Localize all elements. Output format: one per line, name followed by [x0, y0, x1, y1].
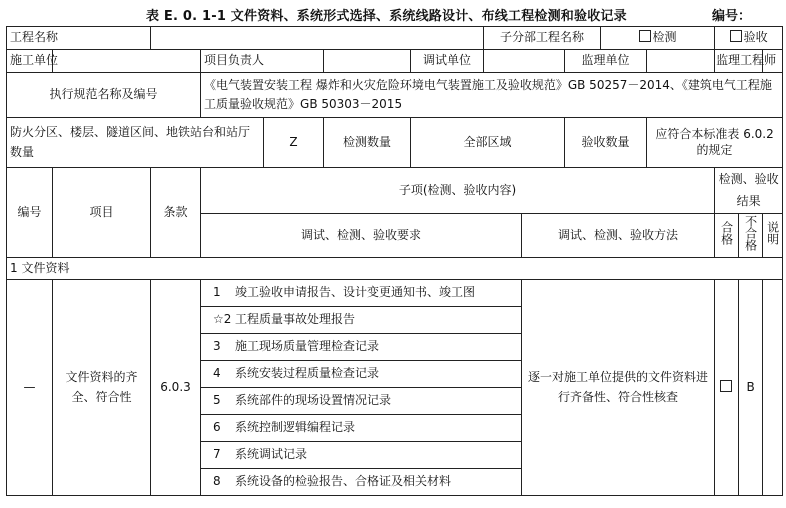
- sub-item-6: [201, 415, 522, 442]
- col-requirements: 调试、检测、验收要求: [201, 214, 522, 258]
- table-title: 表 E. 0. 1-1 文件资料、系统形式选择、系统线路设计、布线工程检测和验收记录: [146, 9, 627, 24]
- document-header: [0, 0, 786, 26]
- project-leader-label: 项目负责人: [201, 50, 324, 73]
- accept-option-label: 验收: [743, 30, 768, 45]
- inspection-record-table: [6, 26, 783, 496]
- sub-item-num: 5: [213, 393, 221, 408]
- sub-item-1: [201, 280, 522, 307]
- row-item: 文件资料的齐全、符合性: [53, 280, 151, 496]
- project-name-label: 工程名称: [7, 27, 151, 50]
- sub-item-num: 8: [213, 474, 221, 489]
- row-no: —: [7, 280, 53, 496]
- subproject-label: 子分部工程名称: [484, 27, 601, 50]
- sub-item-text: 系统设备的检验报告、合格证及相关材料: [235, 474, 452, 489]
- sub-item-text: 工程质量事故处理报告: [235, 312, 356, 327]
- col-no: 编号: [7, 168, 53, 258]
- row-clause: 6.0.3: [151, 280, 201, 496]
- check-checkbox[interactable]: [639, 30, 651, 42]
- debug-unit-label: 调试单位: [411, 50, 484, 73]
- col-pass: 合格: [719, 221, 734, 246]
- sub-item-3: [201, 334, 522, 361]
- sub-item-text: 系统部件的现场设置情况记录: [235, 393, 392, 408]
- supervision-engineer-label: 监理工程师: [715, 50, 763, 73]
- check-option-label: 检测: [652, 30, 677, 45]
- standard-label: 执行规范名称及编号: [7, 73, 201, 118]
- col-methods: 调试、检测、验收方法: [522, 214, 715, 258]
- sub-item-num: 4: [213, 366, 221, 381]
- note-cell[interactable]: [763, 280, 783, 496]
- sub-item-8: [201, 469, 522, 496]
- pass-cell[interactable]: [715, 280, 739, 496]
- accept-checkbox[interactable]: [730, 30, 742, 42]
- fail-value: B: [739, 280, 763, 496]
- row-method: 逐一对施工单位提供的文件资料进行齐备性、符合性核查: [522, 280, 715, 496]
- col-note: 说明: [765, 221, 780, 246]
- project-name-value[interactable]: [151, 27, 484, 50]
- sub-item-text: 系统安装过程质量检查记录: [235, 366, 380, 381]
- check-qty-label: 检测数量: [324, 118, 411, 168]
- supervision-unit-value[interactable]: [647, 50, 715, 73]
- col-item: 项目: [53, 168, 151, 258]
- construction-unit-value[interactable]: [53, 50, 201, 73]
- debug-unit-value[interactable]: [484, 50, 565, 73]
- check-qty-value: 全部区域: [411, 118, 565, 168]
- sub-item-4: [201, 361, 522, 388]
- col-fail: 不合格: [743, 215, 758, 252]
- standard-text: 《电气装置安装工程 爆炸和火灾危险环境电气装置施工及验收规范》GB 50257－2014、《建筑电气工程施工质量验收规范》GB 50303－2015: [201, 73, 783, 118]
- sub-item-text: 竣工验收申请报告、设计变更通知书、竣工图: [235, 285, 476, 300]
- project-leader-value[interactable]: [324, 50, 411, 73]
- sub-item-num: 3: [213, 339, 221, 354]
- col-result: 检测、验收结果: [715, 168, 783, 214]
- supervision-unit-label: 监理单位: [565, 50, 647, 73]
- col-sub-items: 子项(检测、验收内容): [201, 168, 715, 214]
- sub-item-num: 7: [213, 447, 221, 462]
- zone-value: Z: [264, 118, 324, 168]
- sub-item-text: 系统控制逻辑编程记录: [235, 420, 356, 435]
- sub-item-text: 施工现场质量管理检查记录: [235, 339, 380, 354]
- number-label: 编号：: [712, 9, 752, 24]
- sub-item-5: [201, 388, 522, 415]
- sub-item-num: ☆2: [213, 312, 232, 327]
- sub-item-text: 系统调试记录: [235, 447, 308, 462]
- accept-qty-value: 应符合本标准表 6.0.2 的规定: [647, 118, 783, 168]
- sub-item-num: 1: [213, 285, 221, 300]
- pass-checkbox[interactable]: [720, 380, 732, 392]
- accept-qty-label: 验收数量: [565, 118, 647, 168]
- sub-item-2: [201, 307, 522, 334]
- check-option[interactable]: [601, 27, 715, 50]
- accept-option[interactable]: [715, 27, 783, 50]
- section-title: 1 文件资料: [7, 258, 783, 280]
- sub-item-num: 6: [213, 420, 221, 435]
- col-clause: 条款: [151, 168, 201, 258]
- construction-unit-label: 施工单位: [7, 50, 53, 73]
- sub-item-7: [201, 442, 522, 469]
- zone-label: 防火分区、楼层、隧道区间、地铁站台和站厅数量: [7, 118, 264, 168]
